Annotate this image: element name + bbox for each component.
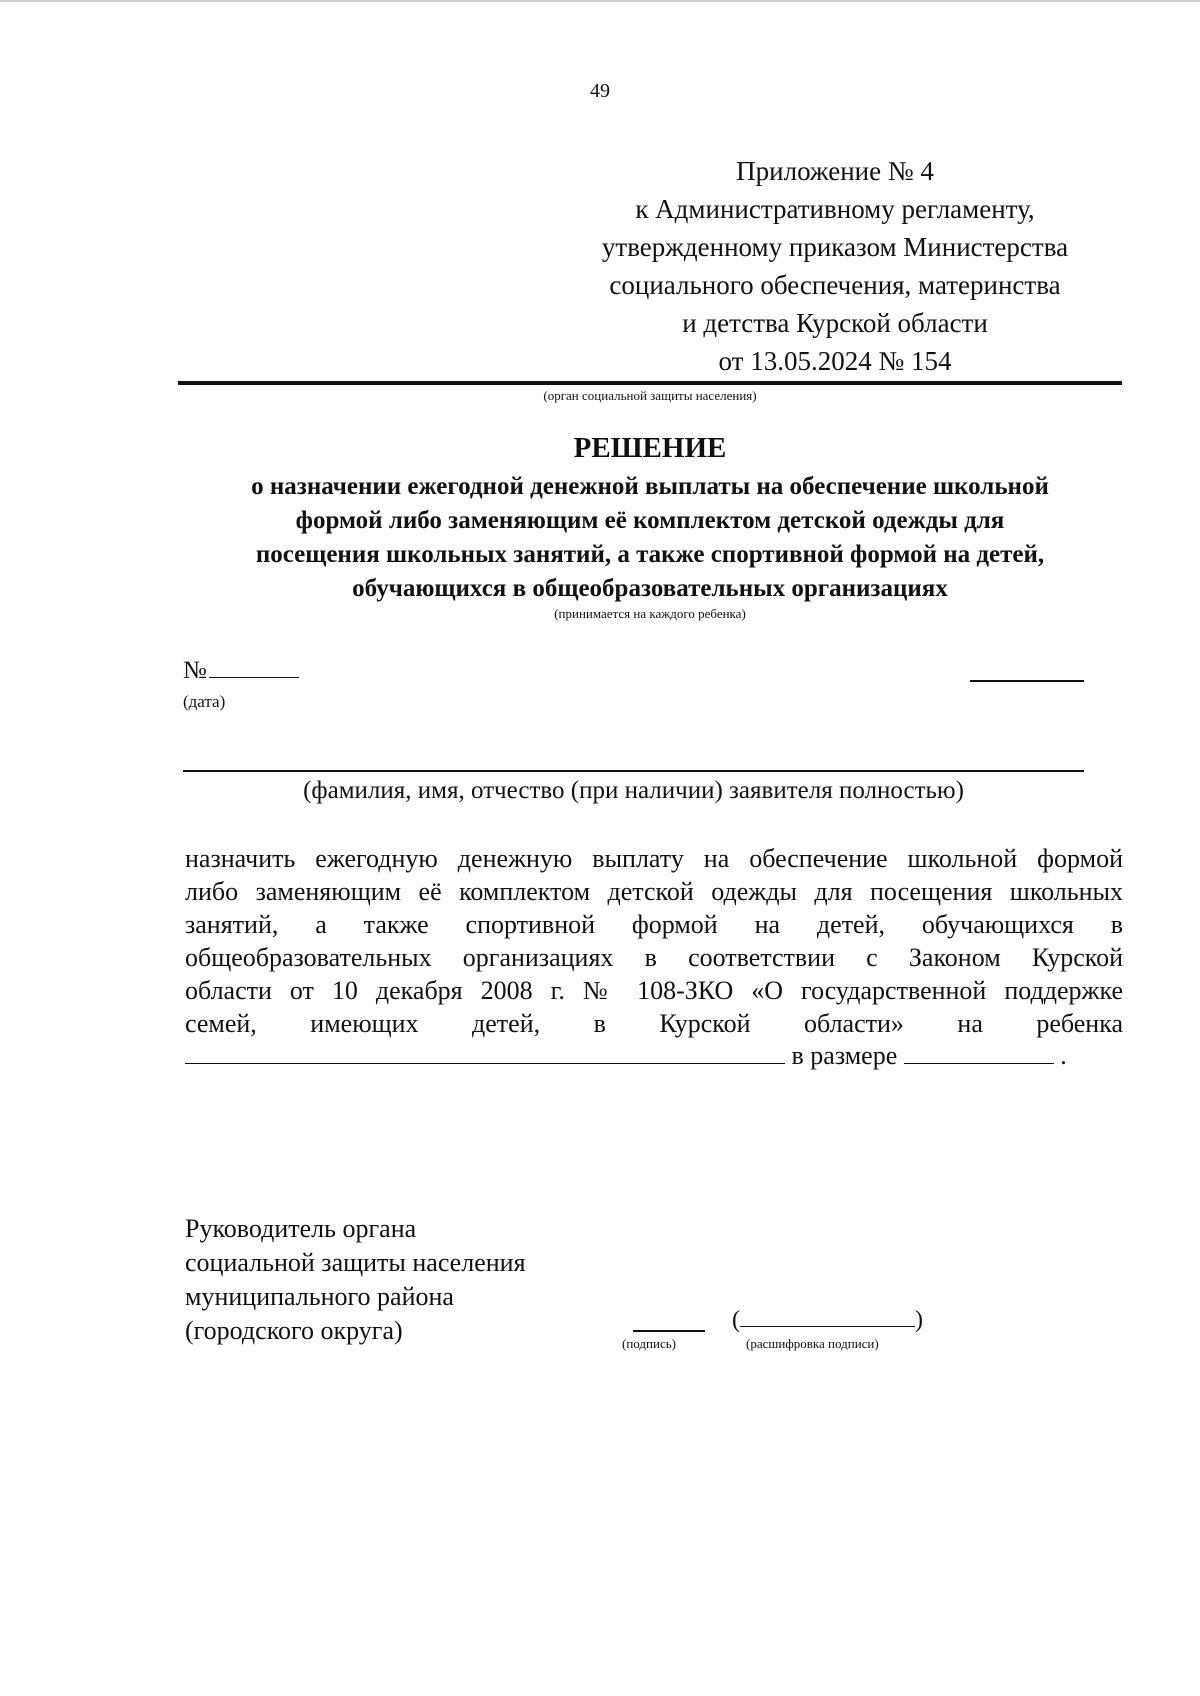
signature-decode-caption: (расшифровка подписи) <box>746 1336 879 1351</box>
signatory-line: Руководитель органа <box>185 1214 417 1243</box>
applicant-name-caption: (фамилия, имя, отчество (при наличии) заявителя полностью) <box>303 777 964 804</box>
body-line: либо заменяющим её комплектом детской одежды для посещения школьных <box>185 877 1123 906</box>
signatory-line: муниципального района <box>185 1282 454 1311</box>
body-last-line <box>185 1039 1123 1072</box>
signatory-block <box>185 1212 526 1348</box>
body-end: . <box>1060 1041 1067 1070</box>
decode-blank <box>740 1306 915 1327</box>
child-caption: (принимается на каждого ребенка) <box>554 606 746 621</box>
decode-close: ) <box>915 1307 923 1333</box>
body-line: назначить ежегодную денежную выплату на обеспечение школьной формой <box>185 844 1123 873</box>
amount-blank <box>904 1039 1054 1064</box>
scan-edge-line <box>0 0 1200 2</box>
body-line: семей, имеющих детей, в Курской области» на ребенка <box>185 1009 1123 1038</box>
signatory-line: (городского округа) <box>185 1316 403 1345</box>
decision-number-field <box>183 655 299 685</box>
amount-label: в размере <box>791 1041 898 1070</box>
document-subtitle <box>175 470 1125 606</box>
organ-field-line <box>178 381 1122 385</box>
body-line: области от 10 декабря 2008 г. № 108-ЗКО «О государственной поддержке <box>185 976 1123 1005</box>
appendix-line: Приложение № 4 <box>736 156 934 186</box>
signatory-line: социальной защиты населения <box>185 1248 526 1277</box>
number-label: № <box>183 657 207 684</box>
decision-body <box>185 842 1123 1040</box>
applicant-name-line <box>183 770 1084 772</box>
decode-open: ( <box>732 1307 740 1333</box>
subtitle-line: формой либо заменяющим её комплектом детской одежды для <box>295 507 1005 534</box>
appendix-line: от 13.05.2024 № 154 <box>718 346 952 376</box>
signature-decode-field <box>732 1306 923 1334</box>
appendix-block <box>560 152 1110 380</box>
subtitle-line: посещения школьных занятий, а также спортивной формой на детей, <box>255 541 1045 568</box>
appendix-line: социального обеспечения, материнства <box>609 270 1061 300</box>
number-blank <box>209 655 299 678</box>
signature-caption: (подпись) <box>622 1336 676 1351</box>
appendix-line: к Административному регламенту, <box>635 194 1035 224</box>
date-caption: (дата) <box>183 692 226 711</box>
appendix-line: и детства Курской области <box>682 308 988 338</box>
appendix-line: утвержденному приказом Министерства <box>601 232 1069 262</box>
page-number: 49 <box>590 80 610 102</box>
body-line: занятий, а также спортивной формой на детей, обучающихся в <box>185 910 1123 939</box>
subtitle-line: о назначении ежегодной денежной выплаты на обеспечение школьной <box>251 473 1049 500</box>
organ-caption: (орган социальной защиты населения) <box>543 388 757 403</box>
body-line: общеобразовательных организациях в соответствии с Законом Курской <box>185 943 1123 972</box>
document-title: РЕШЕНИЕ <box>573 432 727 464</box>
child-name-blank <box>185 1039 785 1064</box>
subtitle-line: обучающихся в общеобразовательных организациях <box>352 575 948 602</box>
signature-blank <box>633 1330 705 1332</box>
date-blank <box>970 680 1084 682</box>
